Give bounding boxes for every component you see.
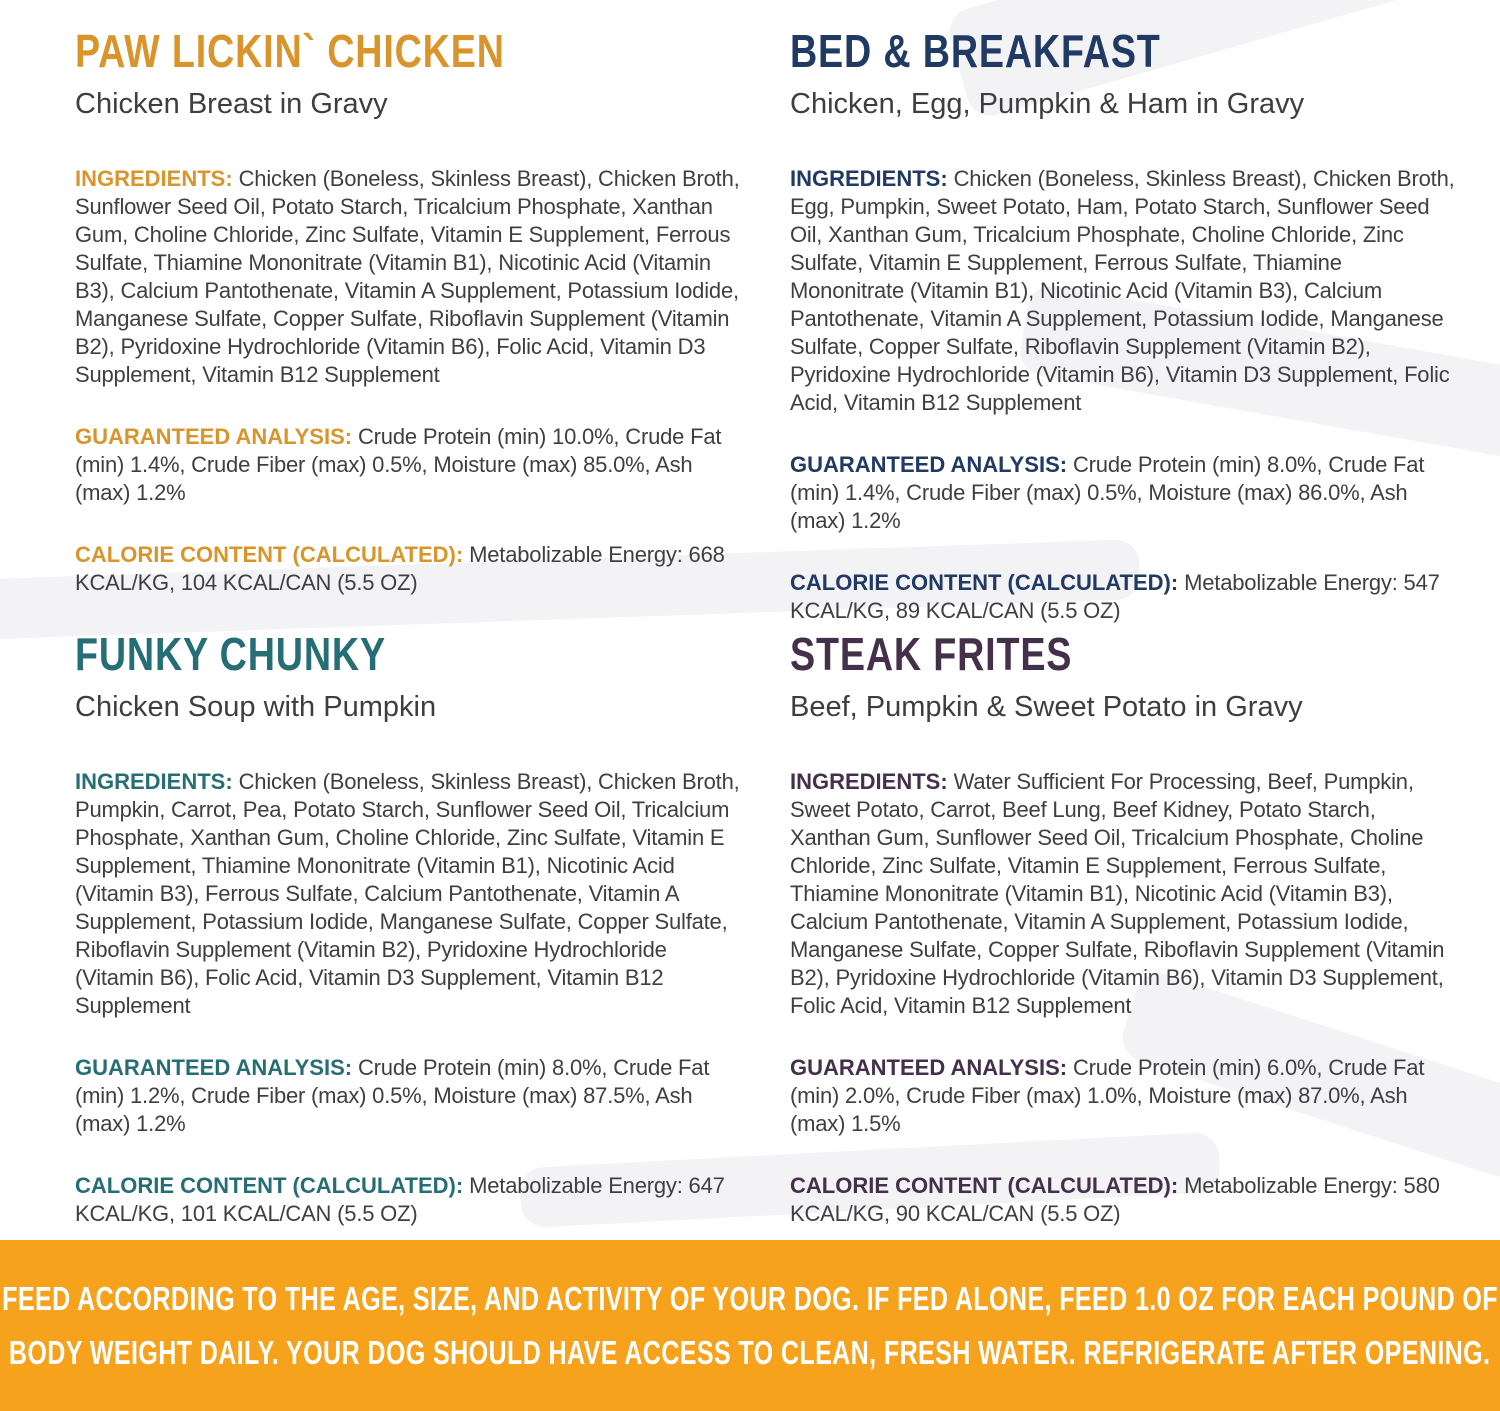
ingredients-label: INGREDIENTS: [790, 166, 948, 191]
product-subtitle: Chicken Soup with Pumpkin [75, 691, 437, 723]
ingredients-paragraph [75, 768, 740, 1020]
product-card-paw-lickin-chicken [75, 24, 740, 627]
product-card-funky-chunky [75, 627, 740, 1228]
calorie-content-text: Metabolizable Energy: 580 KCAL/KG, 90 KCAL/CAN (5.5 OZ) [790, 1173, 1440, 1226]
calorie-content-paragraph [790, 569, 1460, 625]
calorie-content-paragraph [75, 1172, 740, 1228]
ingredients-paragraph [790, 768, 1460, 1020]
feeding-instructions-line-2 [0, 1334, 1500, 1372]
product-title: FUNKY CHUNKY [75, 628, 386, 680]
ingredients-label: INGREDIENTS: [75, 769, 233, 794]
calorie-content-label: CALORIE CONTENT (CALCULATED): [75, 1173, 464, 1198]
feeding-instructions-text: BODY WEIGHT DAILY. YOUR DOG SHOULD HAVE ACCESS TO CLEAN, FRESH WATER. REFRIGERATE AFTER OPENING. [9, 1333, 1491, 1371]
guaranteed-analysis-label: GUARANTEED ANALYSIS: [790, 1055, 1068, 1080]
ingredients-paragraph [75, 165, 740, 389]
ingredients-text: Chicken (Boneless, Skinless Breast), Chicken Broth, Pumpkin, Carrot, Pea, Potato Starch, Sunflower Seed Oil, Tricalcium Phosphate, Xanthan Gum, Choline Chloride, Zinc Sulfate, Vitamin E Supplement, Thiamine Mononitrate (Vitamin B1), Nicotinic Acid (Vitamin B3), Ferrous Sulfate, Calcium Pantothenate, Vitamin A Supplement, Potassium Iodide, Manganese Sulfate, Copper Sulfate, Riboflavin Supplement (Vitamin B2), Pyridoxine Hydrochloride (Vitamin B6), Folic Acid, Vitamin D3 Supplement, Vitamin B12 Supplement [75, 769, 740, 1018]
product-subtitle: Chicken Breast in Gravy [75, 88, 388, 120]
guaranteed-analysis-paragraph [790, 451, 1460, 535]
guaranteed-analysis-paragraph [790, 1054, 1460, 1138]
ingredients-label: INGREDIENTS: [75, 166, 233, 191]
calorie-content-label: CALORIE CONTENT (CALCULATED): [790, 1173, 1179, 1198]
ingredients-label: INGREDIENTS: [790, 769, 948, 794]
feeding-instructions-banner [0, 1240, 1500, 1411]
calorie-content-text: Metabolizable Energy: 547 KCAL/KG, 89 KCAL/CAN (5.5 OZ) [790, 570, 1440, 623]
guaranteed-analysis-label: GUARANTEED ANALYSIS: [75, 424, 353, 449]
feeding-instructions-line-1 [0, 1280, 1500, 1318]
ingredients-text: Chicken (Boneless, Skinless Breast), Chicken Broth, Egg, Pumpkin, Sweet Potato, Ham, Potato Starch, Sunflower Seed Oil, Xanthan Gum, Tricalcium Phosphate, Choline Chloride, Zinc Sulfate, Vitamin E Supplement, Ferrous Sulfate, Thiamine Mononitrate (Vitamin B1), Nicotinic Acid (Vitamin B3), Calcium Pantothenate, Vitamin A Supplement, Potassium Iodide, Manganese Sulfate, Copper Sulfate, Riboflavin Supplement (Vitamin B2), Pyridoxine Hydrochloride (Vitamin B6), Vitamin D3 Supplement, Folic Acid, Vitamin B12 Supplement [790, 166, 1455, 415]
guaranteed-analysis-label: GUARANTEED ANALYSIS: [75, 1055, 353, 1080]
product-title: STEAK FRITES [790, 628, 1073, 680]
calorie-content-text: Metabolizable Energy: 668 KCAL/KG, 104 KCAL/CAN (5.5 OZ) [75, 542, 725, 595]
calorie-content-paragraph [75, 541, 740, 597]
guaranteed-analysis-paragraph [75, 423, 740, 507]
guaranteed-analysis-text: Crude Protein (min) 6.0%, Crude Fat (min) 2.0%, Crude Fiber (max) 1.0%, Moisture (max) 87.0%, Ash (max) 1.5% [790, 1055, 1425, 1136]
calorie-content-label: CALORIE CONTENT (CALCULATED): [790, 570, 1179, 595]
product-card-bed-and-breakfast [790, 24, 1460, 627]
product-subtitle: Beef, Pumpkin & Sweet Potato in Gravy [790, 691, 1303, 723]
ingredients-text: Chicken (Boneless, Skinless Breast), Chicken Broth, Sunflower Seed Oil, Potato Starch, Tricalcium Phosphate, Xanthan Gum, Choline Chloride, Zinc Sulfate, Vitamin E Supplement, Ferrous Sulfate, Thiamine Mononitrate (Vitamin B1), Nicotinic Acid (Vitamin B3), Calcium Pantothenate, Vitamin A Supplement, Potassium Iodide, Manganese Sulfate, Copper Sulfate, Riboflavin Supplement (Vitamin B2), Pyridoxine Hydrochloride (Vitamin B6), Folic Acid, Vitamin D3 Supplement, Vitamin B12 Supplement [75, 166, 740, 387]
product-title: PAW LICKIN` CHICKEN [75, 25, 505, 77]
product-title: BED & BREAKFAST [790, 25, 1161, 77]
calorie-content-label: CALORIE CONTENT (CALCULATED): [75, 542, 464, 567]
ingredients-paragraph [790, 165, 1460, 417]
calorie-content-paragraph [790, 1172, 1460, 1228]
product-subtitle: Chicken, Egg, Pumpkin & Ham in Gravy [790, 88, 1305, 120]
guaranteed-analysis-paragraph [75, 1054, 740, 1138]
guaranteed-analysis-label: GUARANTEED ANALYSIS: [790, 452, 1068, 477]
guaranteed-analysis-text: Crude Protein (min) 10.0%, Crude Fat (min) 1.4%, Crude Fiber (max) 0.5%, Moisture (max) 85.0%, Ash (max) 1.2% [75, 424, 722, 505]
product-card-steak-frites [790, 627, 1460, 1228]
calorie-content-text: Metabolizable Energy: 647 KCAL/KG, 101 KCAL/CAN (5.5 OZ) [75, 1173, 725, 1226]
feeding-instructions-text: FEED ACCORDING TO THE AGE, SIZE, AND ACTIVITY OF YOUR DOG. IF FED ALONE, FEED 1.0 OZ FOR EACH POUND OF [2, 1279, 1498, 1317]
guaranteed-analysis-text: Crude Protein (min) 8.0%, Crude Fat (min) 1.4%, Crude Fiber (max) 0.5%, Moisture (max) 86.0%, Ash (max) 1.2% [790, 452, 1425, 533]
guaranteed-analysis-text: Crude Protein (min) 8.0%, Crude Fat (min) 1.2%, Crude Fiber (max) 0.5%, Moisture (max) 87.5%, Ash (max) 1.2% [75, 1055, 710, 1136]
ingredients-text: Water Sufficient For Processing, Beef, Pumpkin, Sweet Potato, Carrot, Beef Lung, Beef Kidney, Potato Starch, Xanthan Gum, Sunflower Seed Oil, Tricalcium Phosphate, Choline Chloride, Zinc Sulfate, Vitamin E Supplement, Ferrous Sulfate, Thiamine Mononitrate (Vitamin B1), Nicotinic Acid (Vitamin B3), Calcium Pantothenate, Vitamin A Supplement, Potassium Iodide, Manganese Sulfate, Copper Sulfate, Riboflavin Supplement (Vitamin B2), Pyridoxine Hydrochloride (Vitamin B6), Vitamin D3 Supplement, Folic Acid, Vitamin B12 Supplement [790, 769, 1445, 1018]
